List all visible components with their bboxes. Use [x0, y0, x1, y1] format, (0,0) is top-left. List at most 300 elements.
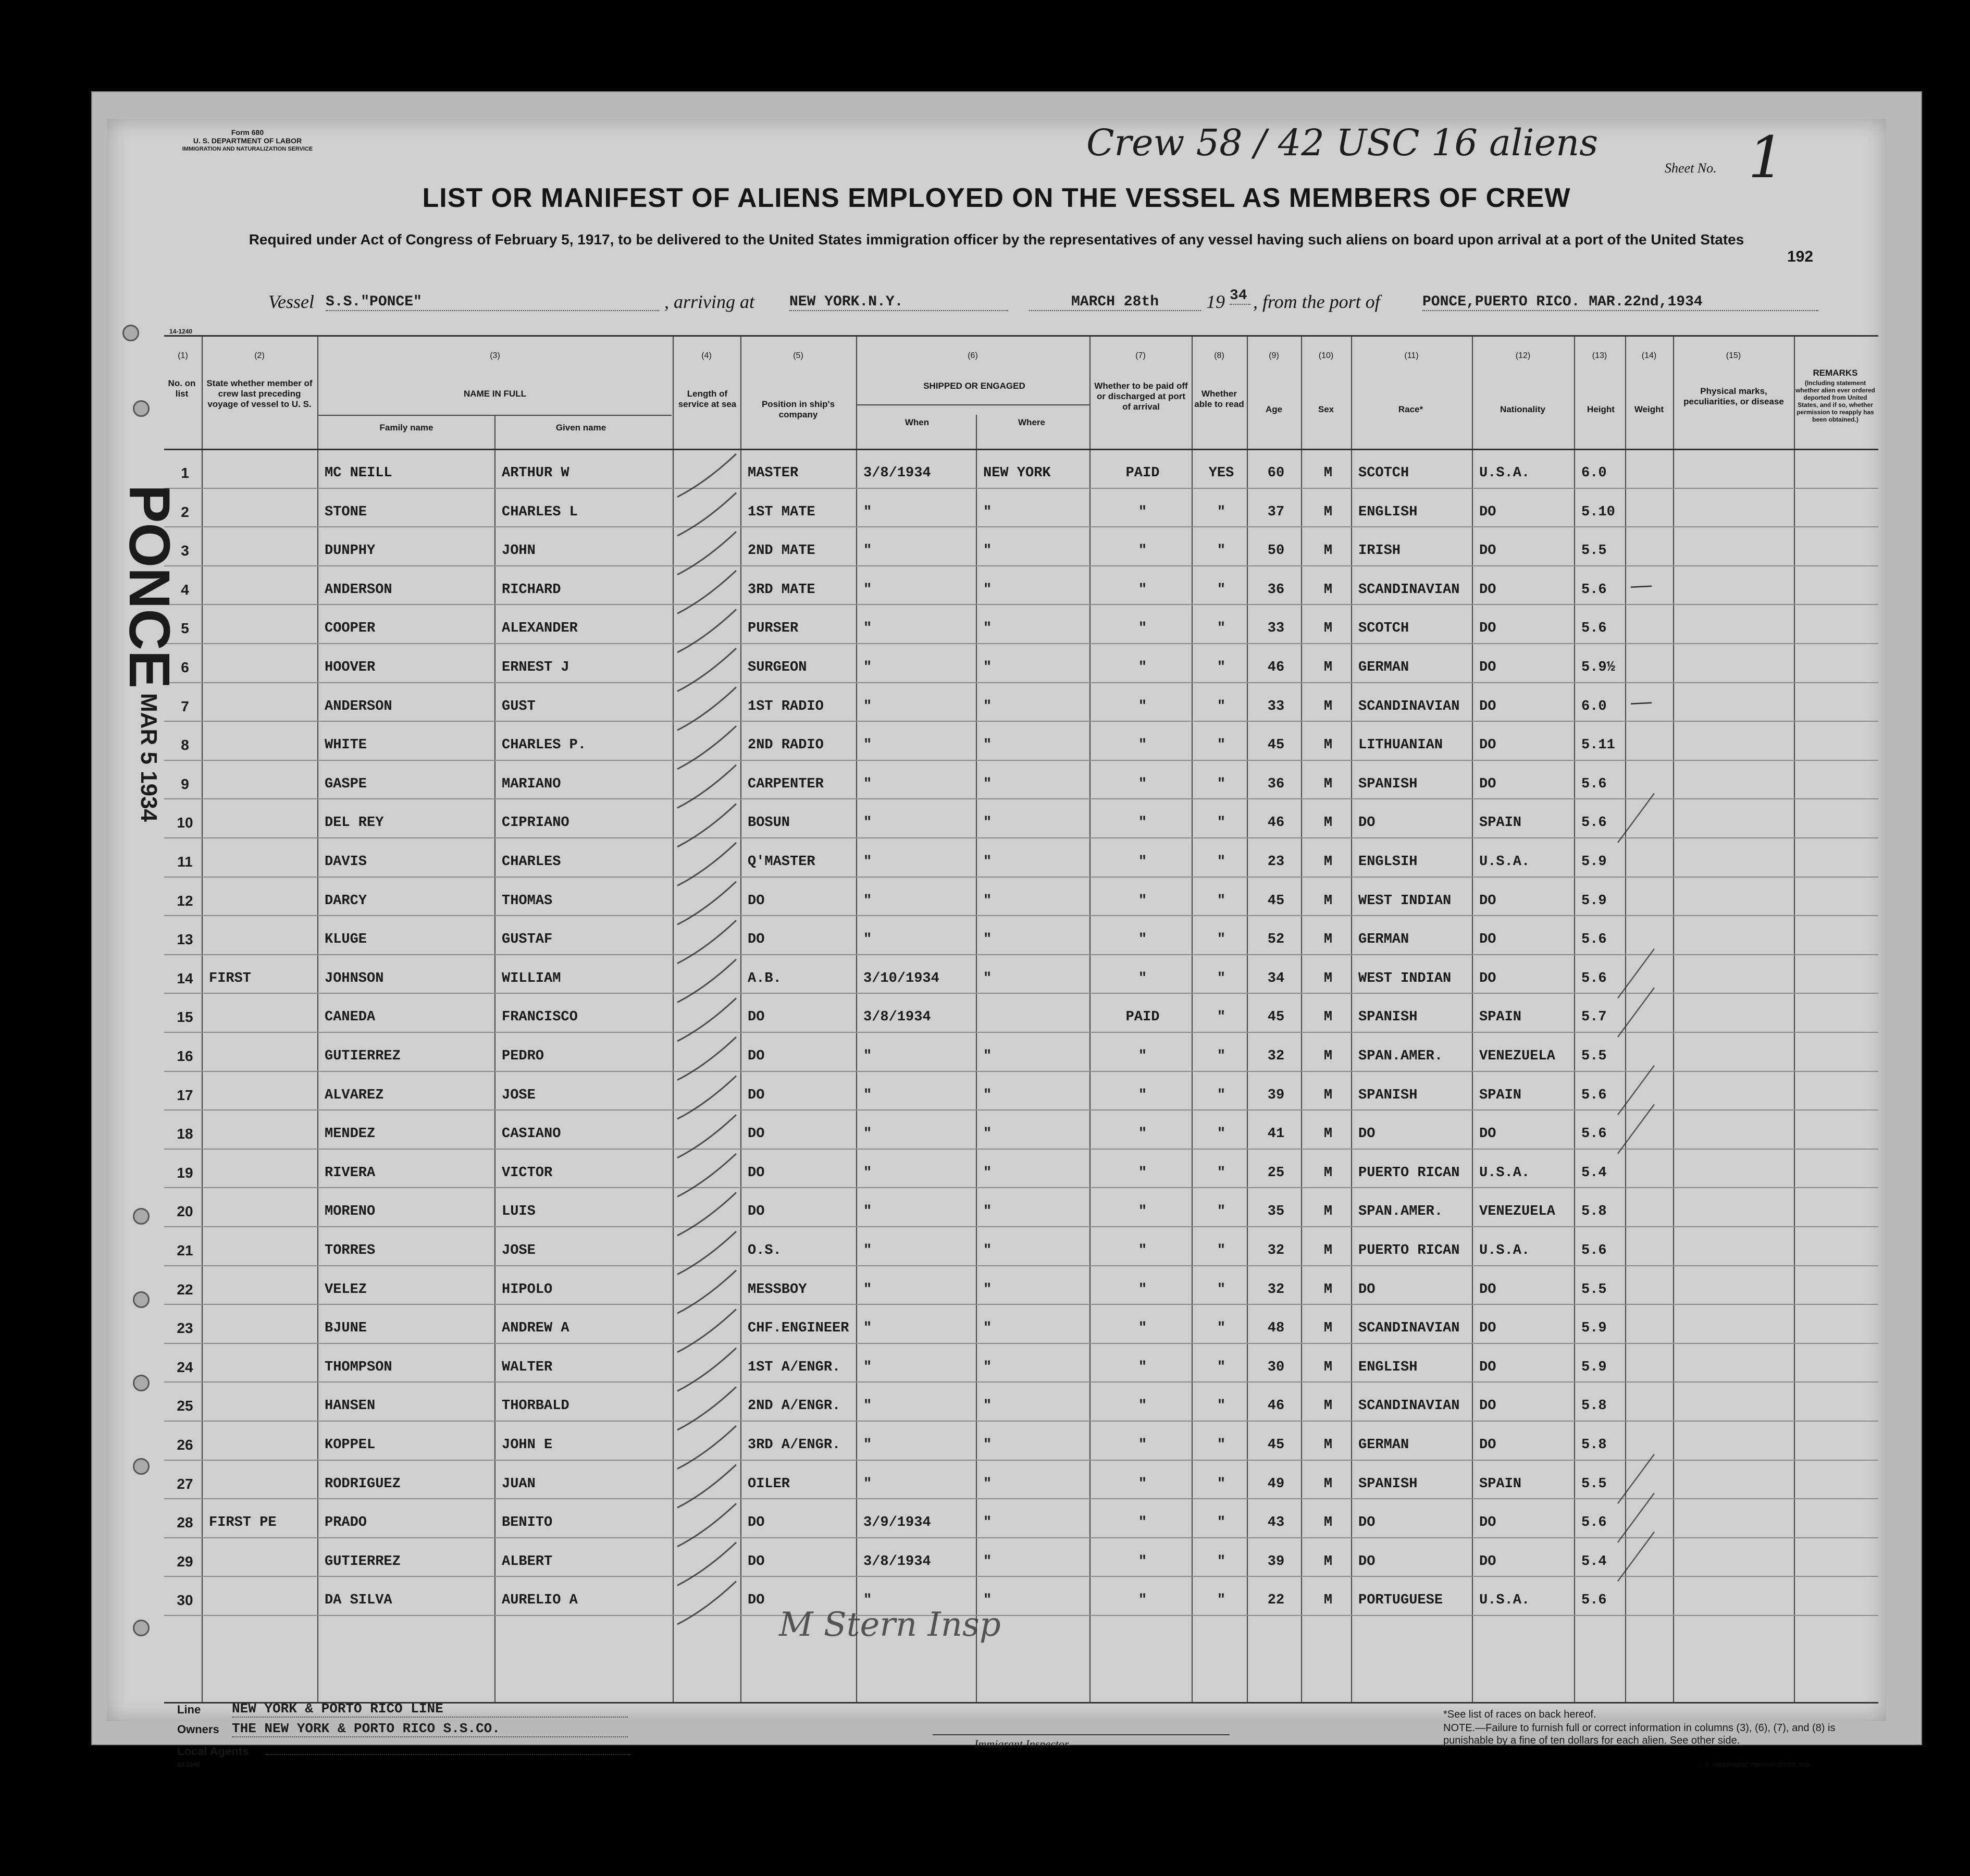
cell-race: PORTUGUESE — [1358, 1593, 1443, 1609]
cell-given: JOSE — [502, 1243, 536, 1258]
cell-sex: M — [1323, 504, 1333, 520]
side-stamp-date: MAR 5 1934 — [136, 693, 162, 822]
cell-height: 5.5 — [1581, 1476, 1607, 1492]
cell-sex: M — [1323, 1126, 1333, 1142]
cell-sex: M — [1323, 1437, 1333, 1453]
cell-race: DO — [1358, 1553, 1376, 1570]
cell-height: 5.10 — [1581, 504, 1615, 520]
cell-family: GUTIERREZ — [325, 1553, 401, 1570]
cell-age: 45 — [1267, 1009, 1285, 1026]
cell-family: THOMPSON — [325, 1359, 392, 1375]
cell-nationality: SPAIN — [1479, 1087, 1522, 1103]
service-check-stroke — [677, 1231, 736, 1275]
cell-read: " — [1217, 737, 1226, 754]
cell-nationality: DO — [1479, 1437, 1496, 1453]
sheet-label: Sheet No. — [1665, 161, 1717, 176]
cell-given: THOMAS — [502, 893, 553, 909]
cell-paid: " — [1138, 1048, 1147, 1064]
cell-position: CHF.ENGINEER — [748, 1320, 849, 1337]
printing-office: U. S. GOVERNMENT PRINTING OFFICE: 1933 — [1699, 1762, 1811, 1768]
cell-sex: M — [1323, 893, 1333, 909]
cell-where: " — [983, 1048, 992, 1064]
cell-no: 20 — [177, 1203, 193, 1220]
agents-value-line — [266, 1754, 630, 1755]
cell-paid: " — [1138, 854, 1147, 870]
cell-no: 16 — [177, 1048, 193, 1064]
cell-race: DO — [1358, 815, 1376, 831]
column-number: (3) — [490, 351, 500, 360]
weight-check-stroke — [1618, 793, 1654, 843]
cell-age: 32 — [1267, 1281, 1285, 1298]
cell-position: 3RD A/ENGR. — [748, 1437, 841, 1453]
form-code-top: 14-1240 — [169, 328, 193, 335]
cell-read: " — [1217, 1243, 1226, 1258]
service-check-stroke — [677, 882, 736, 925]
cell-position: DO — [748, 1087, 765, 1103]
cell-nationality: VENEZUELA — [1479, 1048, 1555, 1064]
cell-height: 5.4 — [1581, 1553, 1607, 1570]
weight-check-stroke — [1618, 949, 1654, 998]
arrival-year: 34 — [1230, 288, 1250, 305]
service-check-stroke — [677, 493, 736, 536]
penalty-note: NOTE.—Failure to furnish full or correct information in columns (3), (6), (7), and (8) is punishable by a fine of ten dollars for each alien. See other side. — [1443, 1722, 1836, 1746]
cell-race: LITHUANIAN — [1358, 737, 1443, 754]
cell-race: DO — [1358, 1126, 1376, 1142]
service-check-stroke — [677, 843, 736, 886]
cell-sex: M — [1323, 1398, 1333, 1414]
cell-height: 5.6 — [1581, 932, 1607, 948]
cell-race: SCANDINAVIAN — [1358, 1398, 1460, 1414]
cell-given: HIPOLO — [502, 1281, 553, 1298]
cell-age: 48 — [1267, 1320, 1285, 1337]
departure-port: PONCE,PUERTO RICO. MAR.22nd,1934 — [1422, 294, 1818, 311]
cell-position: DO — [748, 1048, 765, 1064]
cell-read: " — [1217, 1204, 1226, 1220]
cell-paid: " — [1138, 1398, 1147, 1414]
form-code-bottom: 14-1240 — [177, 1761, 201, 1768]
cell-where: " — [983, 1165, 992, 1181]
cell-given: JUAN — [502, 1476, 536, 1492]
column-number: (15) — [1726, 351, 1741, 360]
cell-no: 17 — [177, 1087, 193, 1103]
cell-age: 36 — [1267, 776, 1285, 792]
cell-height: 5.5 — [1581, 1048, 1607, 1064]
cell-where: " — [983, 1515, 992, 1531]
cell-nationality: DO — [1479, 776, 1496, 792]
cell-sex: M — [1323, 1204, 1333, 1220]
cell-position: 3RD MATE — [748, 582, 815, 598]
column-number: (12) — [1515, 351, 1531, 360]
cell-age: 45 — [1267, 737, 1285, 754]
cell-paid: " — [1138, 698, 1147, 714]
cell-given: JOHN — [502, 543, 536, 559]
service-check-stroke — [677, 1076, 736, 1119]
manifest-sheet — [107, 119, 1886, 1768]
cell-read: " — [1217, 1553, 1226, 1570]
binder-hole — [133, 1208, 150, 1225]
cell-where: " — [983, 1593, 992, 1609]
cell-no: 7 — [181, 698, 189, 714]
cell-no: 29 — [177, 1553, 193, 1570]
cell-race: SPAN.AMER. — [1358, 1204, 1443, 1220]
column-number: (8) — [1214, 351, 1224, 360]
cell-height: 5.9 — [1581, 1320, 1607, 1337]
cell-no: 28 — [177, 1514, 193, 1531]
cell-given: AURELIO A — [502, 1593, 578, 1609]
arrival-date: MARCH 28th — [1029, 294, 1201, 311]
cell-when: " — [863, 543, 872, 559]
cell-where: " — [983, 737, 992, 754]
cell-race: GERMAN — [1358, 932, 1409, 948]
cell-race: SCANDINAVIAN — [1358, 582, 1460, 598]
cell-paid: " — [1138, 815, 1147, 831]
cell-race: SPANISH — [1358, 1476, 1418, 1492]
cell-when: " — [863, 1437, 872, 1453]
cell-read: " — [1217, 1087, 1226, 1103]
cell-position: CARPENTER — [748, 776, 824, 792]
cell-family: KLUGE — [325, 932, 367, 948]
service-check-stroke — [677, 920, 736, 964]
cell-given: BENITO — [502, 1515, 553, 1531]
service-check-stroke — [677, 765, 736, 808]
cell-paid: " — [1138, 1476, 1147, 1492]
cell-given: WILLIAM — [502, 970, 561, 986]
cell-nationality: DO — [1479, 1515, 1496, 1531]
weight-dash-stroke — [1631, 703, 1652, 704]
vessel-line — [268, 288, 1821, 317]
cell-sex: M — [1323, 1048, 1333, 1064]
cell-nationality: DO — [1479, 1553, 1496, 1570]
cell-read: " — [1217, 776, 1226, 792]
cell-family: STONE — [325, 504, 367, 520]
cell-age: 33 — [1267, 698, 1285, 714]
weight-check-stroke — [1618, 1104, 1654, 1154]
cell-given: ANDREW A — [502, 1320, 569, 1337]
cell-when: " — [863, 504, 872, 520]
cell-family: COOPER — [325, 621, 376, 637]
service-check-stroke — [677, 1192, 736, 1236]
cell-given: JOSE — [502, 1087, 536, 1103]
cell-family: TORRES — [325, 1243, 376, 1258]
cell-where: " — [983, 1437, 992, 1453]
cell-height: 6.0 — [1581, 465, 1607, 481]
cell-where: " — [983, 1476, 992, 1492]
cell-read: " — [1217, 1281, 1226, 1298]
header-length: Length of service at sea — [678, 389, 737, 409]
cell-nationality: DO — [1479, 1126, 1496, 1142]
service-check-stroke — [677, 1348, 736, 1391]
cell-given: THORBALD — [502, 1398, 569, 1414]
cell-family: CANEDA — [325, 1009, 376, 1026]
cell-read: " — [1217, 504, 1226, 520]
cell-paid: " — [1138, 543, 1147, 559]
year-prefix: 19 — [1206, 291, 1225, 312]
cell-position: DO — [748, 893, 765, 909]
cell-sex: M — [1323, 582, 1333, 598]
cell-paid: " — [1138, 1515, 1147, 1531]
cell-when: 3/8/1934 — [863, 1009, 931, 1026]
header-nationality: Nationality — [1500, 404, 1545, 414]
cell-position: MASTER — [748, 465, 799, 481]
cell-nationality: DO — [1479, 1320, 1496, 1337]
cell-no: 13 — [177, 931, 193, 948]
cell-paid: PAID — [1125, 1009, 1160, 1026]
weight-check-stroke — [1618, 1532, 1654, 1582]
header-name: NAME IN FULL — [464, 389, 526, 399]
cell-read: " — [1217, 1320, 1226, 1337]
header-state: State whether member of crew last preceding voyage of vessel to U. S. — [206, 378, 313, 409]
cell-family: ALVAREZ — [325, 1087, 384, 1103]
cell-position: A.B. — [748, 970, 782, 986]
cell-height: 5.9½ — [1581, 660, 1615, 675]
cell-read: " — [1217, 1437, 1226, 1453]
cell-no: 22 — [177, 1281, 193, 1298]
cell-no: 15 — [177, 1009, 193, 1026]
cell-height: 5.6 — [1581, 1126, 1607, 1142]
binder-hole — [133, 1458, 150, 1475]
cell-sex: M — [1323, 1009, 1333, 1026]
cell-read: " — [1217, 815, 1226, 831]
cell-height: 5.6 — [1581, 1243, 1607, 1258]
cell-where: " — [983, 698, 992, 714]
weight-check-stroke — [1618, 1454, 1654, 1504]
cell-given: LUIS — [502, 1204, 536, 1220]
cell-read: " — [1217, 698, 1226, 714]
service-check-stroke — [677, 726, 736, 769]
weight-dash-stroke — [1631, 586, 1652, 587]
cell-age: 46 — [1267, 815, 1285, 831]
cell-when: " — [863, 1165, 872, 1181]
cell-paid: PAID — [1125, 465, 1160, 481]
cell-family: VELEZ — [325, 1281, 367, 1298]
weight-check-stroke — [1618, 988, 1654, 1037]
cell-nationality: DO — [1479, 543, 1496, 559]
line-value: NEW YORK & PORTO RICO LINE — [232, 1701, 628, 1718]
cell-nationality: DO — [1479, 582, 1496, 598]
column-number: (4) — [701, 351, 712, 360]
cell-height: 5.6 — [1581, 621, 1607, 637]
cell-read: " — [1217, 1398, 1226, 1414]
cell-read: " — [1217, 1359, 1226, 1375]
cell-when: 3/8/1934 — [863, 1553, 931, 1570]
cell-sex: M — [1323, 932, 1333, 948]
cell-paid: " — [1138, 660, 1147, 675]
cell-paid: " — [1138, 737, 1147, 754]
cell-nationality: DO — [1479, 621, 1496, 637]
header-weight: Weight — [1634, 404, 1664, 414]
cell-paid: " — [1138, 1281, 1147, 1298]
header-marks: Physical marks, peculiarities, or disease — [1683, 386, 1784, 406]
cell-age: 60 — [1267, 465, 1285, 481]
cell-position: DO — [748, 1593, 765, 1609]
cell-age: 37 — [1267, 504, 1285, 520]
cell-where: " — [983, 776, 992, 792]
cell-sex: M — [1323, 854, 1333, 870]
cell-height: 5.7 — [1581, 1009, 1607, 1026]
service-check-stroke — [677, 1309, 736, 1352]
cell-where: NEW YORK — [983, 465, 1051, 481]
cell-given: GUSTAF — [502, 932, 553, 948]
cell-no: 25 — [177, 1398, 193, 1414]
cell-position: 2ND RADIO — [748, 737, 824, 754]
cell-family: JOHNSON — [325, 970, 384, 986]
cell-read: " — [1217, 893, 1226, 909]
cell-family: DARCY — [325, 893, 367, 909]
cell-position: DO — [748, 1126, 765, 1142]
service-check-stroke — [677, 1503, 736, 1547]
cell-height: 5.8 — [1581, 1204, 1607, 1220]
cell-age: 34 — [1267, 970, 1285, 986]
cell-age: 46 — [1267, 660, 1285, 675]
cell-sex: M — [1323, 970, 1333, 986]
cell-age: 22 — [1267, 1593, 1285, 1609]
cell-position: OILER — [748, 1476, 790, 1492]
service-check-stroke — [677, 1037, 736, 1080]
cell-position: 2ND MATE — [748, 543, 815, 559]
vessel-label: Vessel — [268, 291, 314, 312]
cell-nationality: DO — [1479, 737, 1496, 754]
cell-when: " — [863, 776, 872, 792]
cell-where: " — [983, 1243, 992, 1258]
binder-hole — [133, 1375, 150, 1391]
cell-read: " — [1217, 970, 1226, 986]
column-number: (13) — [1592, 351, 1607, 360]
cell-given: VICTOR — [502, 1165, 553, 1181]
cell-when: " — [863, 737, 872, 754]
cell-sex: M — [1323, 698, 1333, 714]
column-number: (1) — [178, 351, 188, 360]
cell-position: DO — [748, 1204, 765, 1220]
cell-paid: " — [1138, 1359, 1147, 1375]
cell-family: RIVERA — [325, 1165, 376, 1181]
cell-paid: " — [1138, 1243, 1147, 1258]
cell-family: MORENO — [325, 1204, 376, 1220]
cell-when: " — [863, 893, 872, 909]
cell-age: 23 — [1267, 854, 1285, 870]
cell-read: " — [1217, 1515, 1226, 1531]
column-number: (6) — [968, 351, 978, 360]
column-number: (2) — [254, 351, 265, 360]
cell-no: 18 — [177, 1126, 193, 1142]
cell-race: ENGLISH — [1358, 504, 1418, 520]
cell-height: 5.6 — [1581, 1515, 1607, 1531]
cell-position: DO — [748, 1009, 765, 1026]
cell-nationality: DO — [1479, 1398, 1496, 1414]
cell-no: 26 — [177, 1437, 193, 1453]
cell-position: DO — [748, 1165, 765, 1181]
cell-age: 36 — [1267, 582, 1285, 598]
cell-nationality: U.S.A. — [1479, 465, 1530, 481]
cell-age: 39 — [1267, 1553, 1285, 1570]
column-number: (11) — [1404, 351, 1419, 360]
cell-height: 5.6 — [1581, 1087, 1607, 1103]
column-number: (9) — [1269, 351, 1279, 360]
cell-family: MC NEILL — [325, 465, 392, 481]
header-shipped: SHIPPED OR ENGAGED — [923, 381, 1025, 391]
cell-nationality: DO — [1479, 504, 1496, 520]
cell-paid: " — [1138, 1165, 1147, 1181]
cell-race: SPANISH — [1358, 1009, 1418, 1026]
cell-given: ARTHUR W — [502, 465, 569, 481]
stamp-number: 192 — [1787, 248, 1814, 265]
cell-height: 5.4 — [1581, 1165, 1607, 1181]
service-check-stroke — [677, 1154, 736, 1197]
cell-when: " — [863, 1243, 872, 1258]
service-check-stroke — [677, 1115, 736, 1158]
cell-nationality: DO — [1479, 1281, 1496, 1298]
form-service: IMMIGRATION AND NATURALIZATION SERVICE — [182, 146, 313, 152]
form-number: Form 680 — [231, 128, 264, 137]
cell-position: DO — [748, 932, 765, 948]
sheet-number: 1 — [1748, 124, 1785, 191]
arriving-label: , arriving at — [664, 291, 755, 312]
cell-read: " — [1217, 1009, 1226, 1026]
cell-given: ERNEST J — [502, 660, 569, 675]
handwritten-check-marks — [164, 337, 1878, 1702]
cell-no: 24 — [177, 1359, 193, 1375]
cell-age: 33 — [1267, 621, 1285, 637]
cell-nationality: SPAIN — [1479, 815, 1522, 831]
cell-family: GUTIERREZ — [325, 1048, 401, 1064]
cell-age: 49 — [1267, 1476, 1285, 1492]
cell-position: DO — [748, 1515, 765, 1531]
cell-where: " — [983, 543, 992, 559]
header-where: Where — [1018, 417, 1045, 427]
cell-where: " — [983, 660, 992, 675]
cell-family: KOPPEL — [325, 1437, 376, 1453]
cell-family: ANDERSON — [325, 698, 392, 714]
cell-paid: " — [1138, 582, 1147, 598]
cell-given: RICHARD — [502, 582, 561, 598]
cell-paid: " — [1138, 1593, 1147, 1609]
cell-family: DAVIS — [325, 854, 367, 870]
cell-no: 23 — [177, 1320, 193, 1337]
cell-no: 12 — [177, 892, 193, 909]
cell-family: DEL REY — [325, 815, 384, 831]
header-when: When — [905, 417, 930, 427]
cell-height: 5.9 — [1581, 854, 1607, 870]
header-read: Whether able to read — [1194, 389, 1244, 409]
cell-race: GERMAN — [1358, 1437, 1409, 1453]
cell-race: SPANISH — [1358, 776, 1418, 792]
binder-hole — [133, 1291, 150, 1308]
cell-nationality: DO — [1479, 698, 1496, 714]
cell-sex: M — [1323, 1515, 1333, 1531]
cell-no: 5 — [181, 620, 189, 637]
cell-height: 6.0 — [1581, 698, 1607, 714]
cell-height: 5.6 — [1581, 815, 1607, 831]
cell-height: 5.9 — [1581, 893, 1607, 909]
cell-when: " — [863, 1281, 872, 1298]
cell-sex: M — [1323, 621, 1333, 637]
cell-sex: M — [1323, 815, 1333, 831]
cell-age: 45 — [1267, 1437, 1285, 1453]
cell-paid: " — [1138, 1126, 1147, 1142]
cell-when: " — [863, 1126, 872, 1142]
header-race: Race* — [1398, 404, 1423, 414]
cell-no: 1 — [181, 465, 189, 481]
cell-when: " — [863, 660, 872, 675]
cell-position: O.S. — [748, 1243, 782, 1258]
cell-position: 1ST MATE — [748, 504, 815, 520]
arriving-port: NEW YORK.N.Y. — [789, 294, 1008, 311]
cell-nationality: DO — [1479, 660, 1496, 675]
cell-race: SPANISH — [1358, 1087, 1418, 1103]
service-check-stroke — [677, 1426, 736, 1469]
cell-when: " — [863, 1593, 872, 1609]
cell-given: WALTER — [502, 1359, 553, 1375]
manifest-footer — [177, 1703, 1844, 1771]
